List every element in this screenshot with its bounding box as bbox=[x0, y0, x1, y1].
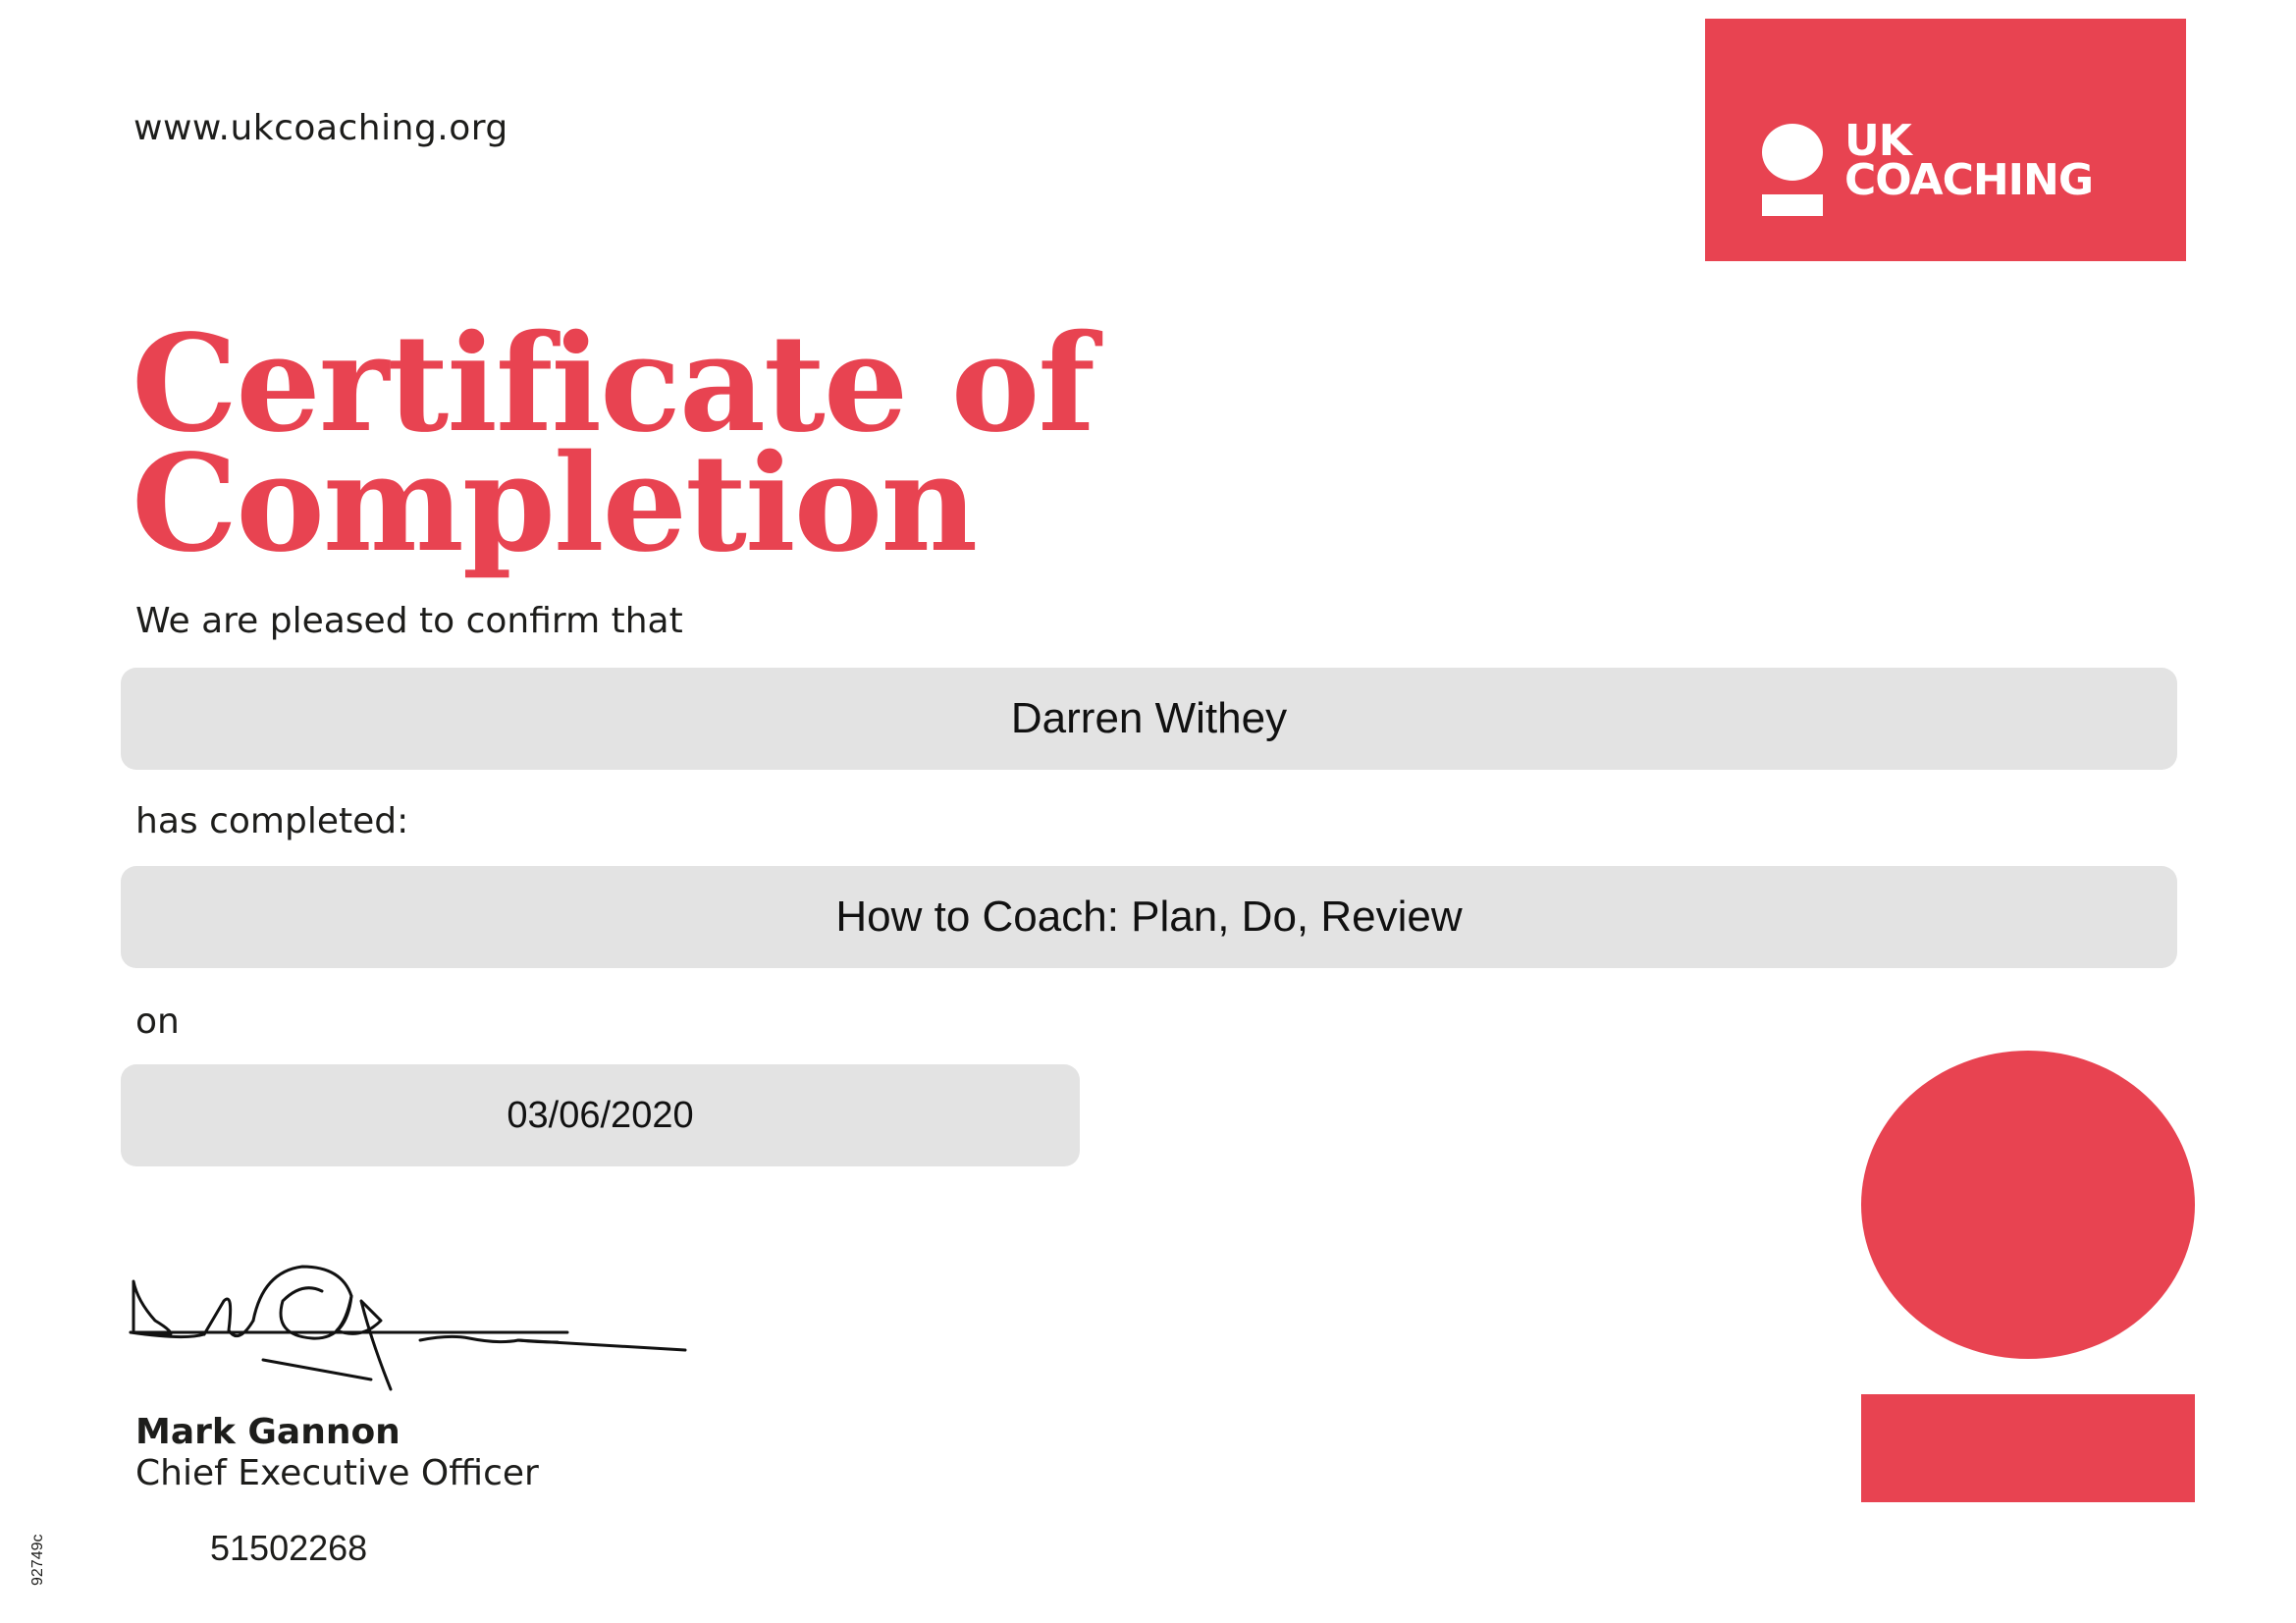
title-line1: Certificate of bbox=[132, 305, 1094, 462]
side-code: 92749c bbox=[29, 1534, 46, 1586]
uk-coaching-figure-icon bbox=[1762, 124, 1823, 226]
confirm-label: We are pleased to confirm that bbox=[135, 601, 683, 641]
certificate-title bbox=[132, 305, 1094, 582]
logo-wordmark bbox=[1844, 116, 2093, 205]
title-line2: Completion bbox=[132, 425, 977, 582]
certificate-number: 51502268 bbox=[210, 1528, 368, 1568]
on-label: on bbox=[135, 1001, 180, 1042]
emblem-circle bbox=[1861, 1051, 2195, 1359]
course-name-field: How to Coach: Plan, Do, Review bbox=[121, 866, 2177, 968]
completed-label: has completed: bbox=[135, 801, 409, 841]
recipient-name-field: Darren Withey bbox=[121, 668, 2177, 770]
emblem-bar bbox=[1861, 1394, 2195, 1502]
logo-text-line2: COACHING bbox=[1844, 155, 2093, 205]
logo-text-line1: UK bbox=[1844, 116, 1911, 166]
completion-date-field: 03/06/2020 bbox=[121, 1064, 1080, 1166]
signatory-title: Chief Executive Officer bbox=[135, 1453, 539, 1493]
website-url: www.ukcoaching.org bbox=[133, 108, 508, 148]
uk-coaching-logo bbox=[1705, 19, 2186, 261]
signatory-name: Mark Gannon bbox=[135, 1412, 400, 1452]
signature-image bbox=[126, 1262, 705, 1399]
